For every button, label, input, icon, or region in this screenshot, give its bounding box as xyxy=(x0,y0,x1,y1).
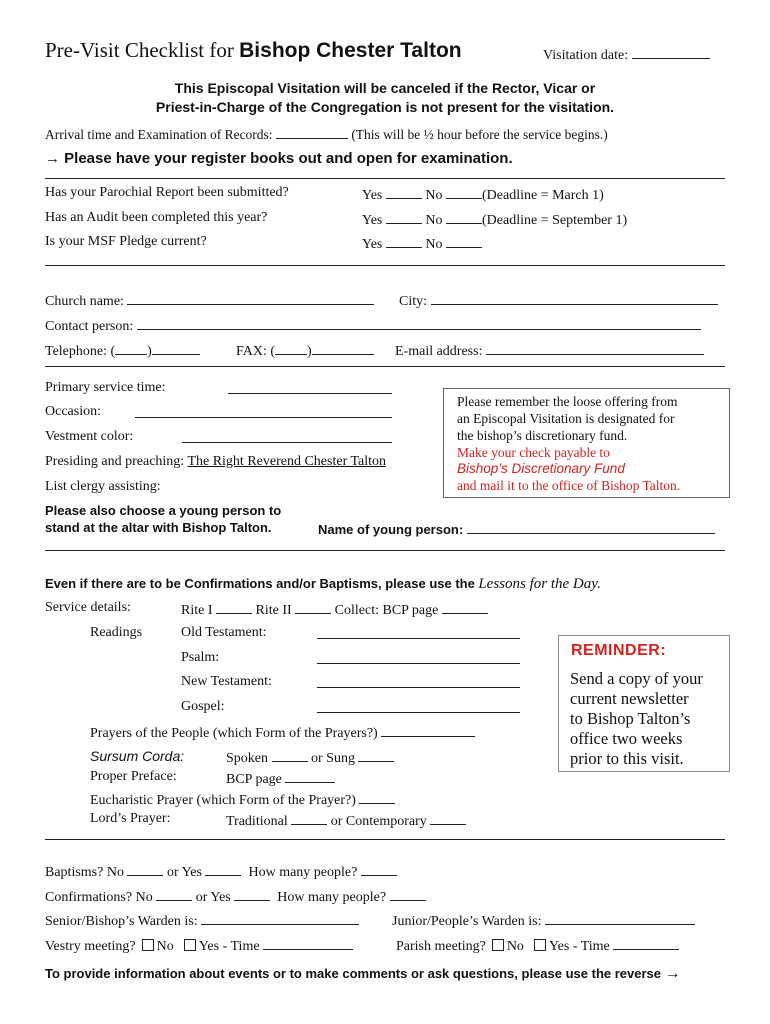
senior-warden-field[interactable] xyxy=(201,912,359,925)
question-msf-pledge: Is your MSF Pledge current? xyxy=(45,234,207,249)
gospel-field[interactable] xyxy=(317,712,520,713)
primary-service-label: Primary service time: xyxy=(45,380,166,395)
senior-warden-row xyxy=(45,912,359,929)
yes-label: Yes xyxy=(362,188,383,203)
cancellation-notice-line2: Priest-in-Charge of the Congregation is not present for the visitation. xyxy=(155,99,615,115)
or-yes-label: or Yes xyxy=(166,865,202,880)
telephone-label: Telephone: ( xyxy=(45,344,116,359)
visitation-date-field[interactable] xyxy=(632,46,710,59)
no-label: No xyxy=(425,237,443,252)
young-person-line1: Please also choose a young person to xyxy=(45,503,282,518)
presiding-value: The Right Reverend Chester Talton xyxy=(187,454,387,469)
reminder-line3: to Bishop Talton’s xyxy=(570,709,691,728)
yes-time-label: Yes - Time xyxy=(548,939,610,954)
yes-time-label: Yes - Time xyxy=(198,939,260,954)
reminder-line1: Send a copy of your xyxy=(570,669,703,688)
church-name-field[interactable] xyxy=(127,292,374,305)
parish-label: Parish meeting? xyxy=(396,939,486,954)
prayers-row xyxy=(90,724,475,741)
sung-label: or Sung xyxy=(311,751,355,766)
vestment-label: Vestment color: xyxy=(45,429,134,444)
confirmations-no-field[interactable] xyxy=(156,888,192,901)
psalm-label: Psalm: xyxy=(181,650,220,665)
fax-number-field[interactable] xyxy=(312,342,374,355)
gospel-label: Gospel: xyxy=(181,699,225,714)
arrow-icon: → xyxy=(45,150,60,167)
city-field[interactable] xyxy=(431,292,718,305)
offering-line6: and mail it to the office of Bishop Talton. xyxy=(457,478,681,493)
deadline-text: (Deadline = September 1) xyxy=(482,213,628,228)
vestment-field[interactable] xyxy=(182,442,392,443)
email-field[interactable] xyxy=(486,342,704,355)
sung-field[interactable] xyxy=(358,749,394,762)
confirmations-count-field[interactable] xyxy=(390,888,426,901)
old-testament-field[interactable] xyxy=(317,638,520,639)
confirmations-row xyxy=(45,888,426,905)
no-label: No xyxy=(506,939,524,954)
telephone-row xyxy=(45,342,200,359)
baptisms-count-field[interactable] xyxy=(361,863,397,876)
visitation-date-label: Visitation date: xyxy=(543,48,629,63)
confirmations-label: Confirmations? No xyxy=(45,890,153,905)
collect-label: Collect: BCP page xyxy=(334,603,439,618)
email-row xyxy=(395,342,704,359)
eucharistic-label: Eucharistic Prayer (which Form of the Prayer?) xyxy=(90,793,356,808)
title-prefix: Pre-Visit Checklist for xyxy=(45,38,240,62)
telephone-area-field[interactable] xyxy=(115,342,147,355)
no-label: No xyxy=(425,188,443,203)
contemporary-label: or Contemporary xyxy=(330,814,427,829)
eucharistic-row xyxy=(90,791,395,808)
reminder-line2: current newsletter xyxy=(570,689,689,708)
lessons-note-text: Even if there are to be Confirmations and/or Baptisms, please use the xyxy=(45,576,475,591)
rite2-label: Rite II xyxy=(255,603,292,618)
yes-label: Yes xyxy=(362,213,383,228)
presiding-row xyxy=(45,455,386,469)
lords-prayer-row xyxy=(226,812,466,829)
young-person-name-label: Name of young person: xyxy=(318,522,464,537)
paren: ) xyxy=(307,344,312,359)
arrival-row xyxy=(45,126,608,142)
parish-no-checkbox[interactable] xyxy=(492,939,504,951)
young-person-name-row xyxy=(318,521,715,536)
title-bishop-name: Bishop Chester Talton xyxy=(239,39,462,62)
yes-field[interactable] xyxy=(386,211,422,224)
or-yes-label: or Yes xyxy=(195,890,231,905)
fax-label: FAX: ( xyxy=(236,344,276,359)
yes-field[interactable] xyxy=(386,235,422,248)
city-row xyxy=(399,292,718,309)
parish-time-field[interactable] xyxy=(613,937,679,950)
service-details-label: Service details: xyxy=(45,600,131,615)
divider xyxy=(45,265,725,266)
deadline-text: (Deadline = March 1) xyxy=(482,188,604,203)
senior-warden-label: Senior/Bishop’s Warden is: xyxy=(45,914,198,929)
no-field[interactable] xyxy=(446,211,482,224)
question-audit: Has an Audit been completed this year? xyxy=(45,210,268,225)
register-books-text: Please have your register books out and open for examination. xyxy=(64,150,513,167)
rite-row xyxy=(181,601,488,618)
lessons-note xyxy=(45,577,601,592)
offering-line4: Make your check payable to xyxy=(457,445,610,460)
bcp-page-field[interactable] xyxy=(285,770,335,783)
offering-line2: an Episcopal Visitation is designated for xyxy=(457,411,675,426)
no-field[interactable] xyxy=(446,186,482,199)
vestry-time-field[interactable] xyxy=(263,937,353,950)
arrival-label: Arrival time and Examination of Records: xyxy=(45,127,273,142)
sursum-corda-label: Sursum Corda: xyxy=(90,748,185,764)
reminder-line4: office two weeks xyxy=(570,729,683,748)
how-many-label: How many people? xyxy=(248,865,358,880)
spoken-label: Spoken xyxy=(226,751,268,766)
junior-warden-label: Junior/People’s Warden is: xyxy=(392,914,542,929)
cancellation-notice-line1: This Episcopal Visitation will be canceled if the Rector, Vicar or xyxy=(174,80,596,96)
no-field[interactable] xyxy=(446,235,482,248)
primary-service-field[interactable] xyxy=(228,393,392,394)
old-testament-label: Old Testament: xyxy=(181,625,267,640)
city-label: City: xyxy=(399,294,428,309)
how-many-label: How many people? xyxy=(277,890,387,905)
lessons-for-the-day: Lessons for the Day. xyxy=(478,576,601,592)
divider xyxy=(45,550,725,551)
page-title xyxy=(45,40,462,61)
junior-warden-row xyxy=(392,912,695,929)
paren: ) xyxy=(147,344,152,359)
occasion-label: Occasion: xyxy=(45,404,101,419)
junior-warden-field[interactable] xyxy=(545,912,695,925)
young-person-name-field[interactable] xyxy=(467,521,715,534)
presiding-label: Presiding and preaching: xyxy=(45,454,185,469)
rite1-field[interactable] xyxy=(216,601,252,614)
yes-label: Yes xyxy=(362,237,383,252)
email-label: E-mail address: xyxy=(395,344,483,359)
offering-line1: Please remember the loose offering from xyxy=(457,394,678,409)
baptisms-row xyxy=(45,863,397,880)
arrow-right-icon: → xyxy=(664,965,681,982)
no-label: No xyxy=(156,939,174,954)
church-name-label: Church name: xyxy=(45,294,124,309)
contact-person-field[interactable] xyxy=(137,317,701,330)
eucharistic-field[interactable] xyxy=(359,791,395,804)
occasion-field[interactable] xyxy=(135,417,392,418)
proper-preface-row xyxy=(226,770,335,787)
divider xyxy=(45,178,725,179)
fax-area-field[interactable] xyxy=(275,342,307,355)
spoken-field[interactable] xyxy=(272,749,308,762)
vestry-no-checkbox[interactable] xyxy=(142,939,154,951)
psalm-field[interactable] xyxy=(317,663,520,664)
offering-line3: the bishop’s discretionary fund. xyxy=(457,428,628,443)
church-name-row xyxy=(45,292,374,309)
sursum-corda-row xyxy=(226,749,394,766)
divider xyxy=(45,839,725,840)
arrival-note: (This will be ½ hour before the service begins.) xyxy=(351,127,608,142)
traditional-field[interactable] xyxy=(291,812,327,825)
baptisms-no-field[interactable] xyxy=(127,863,163,876)
baptisms-label: Baptisms? No xyxy=(45,865,124,880)
discretionary-fund-name: Bishop’s Discretionary Fund xyxy=(457,461,625,476)
vestry-yes-checkbox[interactable] xyxy=(184,939,196,951)
young-person-line2: stand at the altar with Bishop Talton. xyxy=(45,520,272,535)
proper-preface-label: Proper Preface: xyxy=(90,769,177,784)
contact-person-row xyxy=(45,317,701,334)
rite2-field[interactable] xyxy=(295,601,331,614)
prayers-label: Prayers of the People (which Form of the Prayers?) xyxy=(90,726,378,741)
fax-row xyxy=(236,342,374,359)
answer-msf-pledge xyxy=(362,235,482,252)
divider xyxy=(45,366,725,367)
visitation-date xyxy=(543,46,710,63)
no-label: No xyxy=(425,213,443,228)
footer-text: To provide information about events or to make comments or ask questions, please use the reverse xyxy=(45,966,661,981)
rite1-label: Rite I xyxy=(181,603,213,618)
question-parochial-report: Has your Parochial Report been submitted? xyxy=(45,185,289,200)
traditional-label: Traditional xyxy=(226,814,288,829)
vestry-row xyxy=(45,937,353,954)
readings-label: Readings xyxy=(90,625,143,640)
answer-audit xyxy=(362,211,627,228)
contact-person-label: Contact person: xyxy=(45,319,134,334)
bcp-page-label: BCP page xyxy=(226,772,282,787)
collect-page-field[interactable] xyxy=(442,601,488,614)
footer-note xyxy=(45,966,681,982)
new-testament-label: New Testament: xyxy=(181,674,272,689)
reminder-line5: prior to this visit. xyxy=(570,749,684,768)
arrival-time-field[interactable] xyxy=(276,126,348,139)
new-testament-field[interactable] xyxy=(317,687,520,688)
parish-row xyxy=(396,937,679,954)
lords-prayer-label: Lord’s Prayer: xyxy=(90,811,171,826)
confirmations-yes-field[interactable] xyxy=(234,888,270,901)
baptisms-yes-field[interactable] xyxy=(205,863,241,876)
parish-yes-checkbox[interactable] xyxy=(534,939,546,951)
prayers-field[interactable] xyxy=(381,724,475,737)
register-books-note xyxy=(45,151,513,166)
vestry-label: Vestry meeting? xyxy=(45,939,136,954)
clergy-assisting-label: List clergy assisting: xyxy=(45,479,161,494)
contemporary-field[interactable] xyxy=(430,812,466,825)
yes-field[interactable] xyxy=(386,186,422,199)
answer-parochial-report xyxy=(362,186,604,203)
reminder-title: REMINDER: xyxy=(571,642,667,659)
telephone-number-field[interactable] xyxy=(152,342,200,355)
